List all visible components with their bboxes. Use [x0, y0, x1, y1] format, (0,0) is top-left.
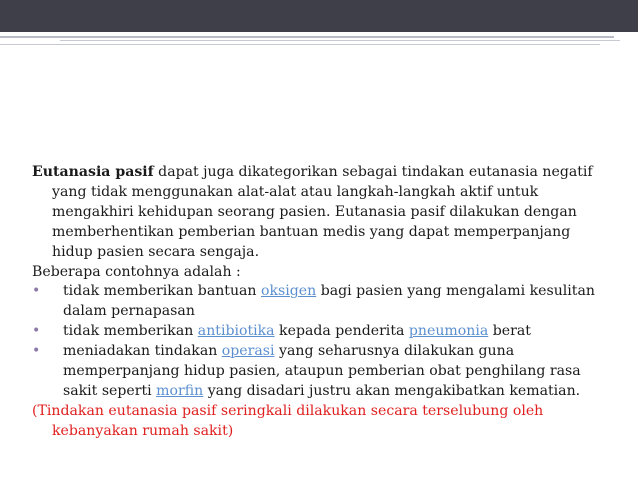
slide-header-bar [0, 0, 638, 32]
decorative-line-3 [0, 44, 600, 45]
link-antibiotika[interactable]: antibiotika [197, 323, 275, 340]
slide-body [32, 163, 612, 442]
decorative-line-2 [60, 40, 620, 41]
list-item-text: kepada penderita [274, 323, 409, 340]
bullet-icon: • [32, 343, 41, 360]
decorative-line-1 [0, 36, 614, 38]
paragraph-definition [32, 163, 612, 263]
link-oksigen[interactable]: oksigen [261, 283, 317, 300]
list-item-text: tidak memberikan [63, 323, 198, 340]
list-item-text: berat [488, 323, 531, 340]
list-item-text: tidak memberikan bantuan [63, 283, 261, 300]
note-text: (Tindakan eutanasia pasif seringkali dilakukan secara terselubung oleh kebanyakan rumah sakit) [32, 402, 544, 439]
bullet-icon: • [32, 283, 41, 300]
list-item [32, 282, 612, 322]
list-item [32, 342, 612, 402]
list-item-text: yang disadari justru akan mengakibatkan kematian. [203, 382, 581, 399]
link-pneumonia[interactable]: pneumonia [408, 323, 489, 340]
list-item-text: meniadakan tindakan [63, 343, 222, 360]
term-eutanasia-pasif: Eutanasia pasif [32, 164, 154, 180]
list-item-text: bagi pasien yang mengalami kesulitan dalam pernapasan [63, 283, 595, 320]
link-operasi[interactable]: operasi [221, 343, 275, 360]
list-item-text: yang seharusnya dilakukan guna memperpanjang hidup pasien, ataupun pemberian obat penghilang rasa sakit seperti [63, 343, 581, 399]
definition-text: dapat juga dikategorikan sebagai tindakan eutanasia negatif yang tidak menggunakan alat-alat atau langkah-langkah aktif untuk mengakhiri kehidupan seorang pasien. Eutanasia pasif dilakukan dengan memberhentikan pemberian bantuan medis yang dapat memperpanjang hidup pasien secara sengaja. [52, 164, 593, 260]
list-item [32, 322, 612, 342]
bullet-icon: • [32, 323, 41, 340]
examples-intro: Beberapa contohnya adalah : [32, 263, 241, 280]
link-morfin[interactable]: morfin [156, 382, 204, 399]
